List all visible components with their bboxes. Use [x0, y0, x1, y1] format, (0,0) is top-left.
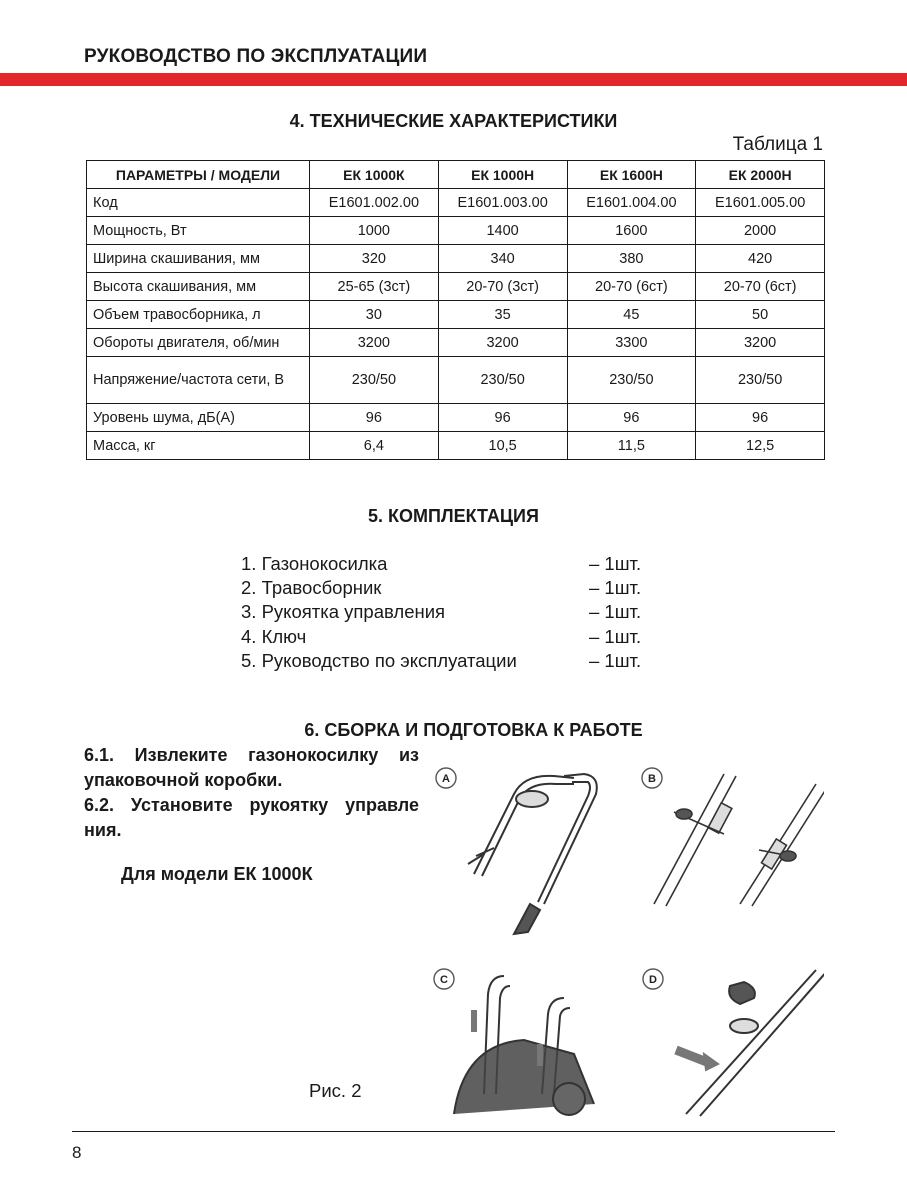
- panel-a-handle-drawing: [468, 774, 597, 934]
- spec-param-cell: Объем травосборника, л: [87, 301, 310, 329]
- spec-table-row: [87, 329, 825, 357]
- spec-value-cell: 3200: [310, 329, 439, 357]
- spec-value-cell: 320: [310, 245, 439, 273]
- assembly-steps: [84, 743, 419, 843]
- assembly-step-1: 6.1. Извлеките газонокосилку из упаковочной коробки.: [84, 745, 419, 790]
- spec-header-model: ЕК 1600Н: [567, 161, 696, 189]
- spec-value-cell: 20-70 (6ст): [696, 273, 825, 301]
- panel-c-body-drawing: [454, 976, 594, 1115]
- panel-d-badge: [643, 969, 663, 989]
- panel-a-label: A: [442, 773, 450, 785]
- panel-b-badge: [642, 768, 662, 788]
- kit-list-item: [241, 600, 661, 624]
- assembly-step-2: 6.2. Установите рукоятку управле ния.: [84, 795, 419, 840]
- spec-table: [86, 160, 825, 460]
- spec-value-cell: 11,5: [567, 432, 696, 460]
- table-caption: Таблица 1: [732, 134, 823, 155]
- spec-value-cell: 96: [438, 404, 567, 432]
- kit-item-qty: – 1шт.: [589, 577, 642, 599]
- spec-value-cell: Е1601.004.00: [567, 189, 696, 217]
- kit-item-name: 3. Рукоятка управления: [241, 601, 446, 623]
- spec-header-model: ЕК 1000К: [310, 161, 439, 189]
- spec-value-cell: 3200: [438, 329, 567, 357]
- panel-c-badge: [434, 969, 454, 989]
- kit-list-item: [241, 576, 661, 600]
- kit-item-qty: – 1шт.: [589, 649, 642, 671]
- spec-value-cell: 230/50: [438, 357, 567, 404]
- spec-value-cell: 96: [696, 404, 825, 432]
- spec-value-cell: 1600: [567, 217, 696, 245]
- spec-param-cell: Ширина скашивания, мм: [87, 245, 310, 273]
- spec-value-cell: 35: [438, 301, 567, 329]
- spec-value-cell: 96: [310, 404, 439, 432]
- section-6-title: 6. СБОРКА И ПОДГОТОВКА К РАБОТЕ: [304, 720, 643, 740]
- spec-value-cell: 230/50: [310, 357, 439, 404]
- spec-param-cell: Обороты двигателя, об/мин: [87, 329, 310, 357]
- manual-header-title: РУКОВОДСТВО ПО ЭКСПЛУАТАЦИИ: [84, 46, 428, 67]
- panel-b-bolt-drawing: [654, 774, 824, 906]
- spec-value-cell: 1400: [438, 217, 567, 245]
- spec-header-params: ПАРАМЕТРЫ / МОДЕЛИ: [87, 161, 310, 189]
- spec-value-cell: 30: [310, 301, 439, 329]
- spec-value-cell: 45: [567, 301, 696, 329]
- spec-table-row: [87, 273, 825, 301]
- spec-param-cell: Напряжение/частота сети, В: [87, 357, 310, 404]
- spec-value-cell: Е1601.002.00: [310, 189, 439, 217]
- kit-item-qty: – 1шт.: [589, 601, 642, 623]
- spec-table-row: [87, 245, 825, 273]
- spec-param-cell: Масса, кг: [87, 432, 310, 460]
- header-red-bar: [0, 73, 907, 86]
- kit-item-qty: – 1шт.: [589, 553, 642, 574]
- spec-value-cell: 420: [696, 245, 825, 273]
- panel-d-clip-drawing: [676, 970, 824, 1116]
- spec-value-cell: 3200: [696, 329, 825, 357]
- spec-value-cell: 50: [696, 301, 825, 329]
- kit-list-item: [241, 552, 661, 576]
- spec-table-row: [87, 301, 825, 329]
- spec-value-cell: 10,5: [438, 432, 567, 460]
- spec-value-cell: 20-70 (3ст): [438, 273, 567, 301]
- spec-param-cell: Мощность, Вт: [87, 217, 310, 245]
- spec-table-header-row: [87, 161, 825, 189]
- spec-table-row: [87, 357, 825, 404]
- panel-b-label: B: [648, 773, 656, 785]
- spec-table-row: [87, 404, 825, 432]
- spec-value-cell: 12,5: [696, 432, 825, 460]
- panel-d-label: D: [649, 974, 657, 986]
- spec-value-cell: 230/50: [696, 357, 825, 404]
- section-4-title: 4. ТЕХНИЧЕСКИЕ ХАРАКТЕРИСТИКИ: [289, 111, 618, 131]
- kit-item-name: 2. Травосборник: [241, 577, 382, 599]
- kit-item-name: 5. Руководство по эксплуатации: [241, 649, 517, 671]
- spec-table-row: [87, 189, 825, 217]
- spec-table-row: [87, 432, 825, 460]
- spec-value-cell: 1000: [310, 217, 439, 245]
- figure-caption: Рис. 2: [309, 1080, 362, 1101]
- section-5-title: 5. КОМПЛЕКТАЦИЯ: [368, 506, 539, 526]
- kit-list-item: [241, 649, 661, 673]
- kit-list: [241, 552, 661, 673]
- spec-header-model: ЕК 1000Н: [438, 161, 567, 189]
- spec-param-cell: Высота скашивания, мм: [87, 273, 310, 301]
- spec-header-model: ЕК 2000Н: [696, 161, 825, 189]
- spec-param-cell: Уровень шума, дБ(А): [87, 404, 310, 432]
- assembly-illustration: [424, 754, 824, 1119]
- spec-value-cell: 340: [438, 245, 567, 273]
- kit-list-item: [241, 625, 661, 649]
- spec-value-cell: 96: [567, 404, 696, 432]
- spec-param-cell: Код: [87, 189, 310, 217]
- spec-value-cell: Е1601.005.00: [696, 189, 825, 217]
- panel-a-badge: [436, 768, 456, 788]
- kit-item-name: 4. Ключ: [241, 625, 307, 647]
- spec-value-cell: 6,4: [310, 432, 439, 460]
- spec-value-cell: 2000: [696, 217, 825, 245]
- kit-item-name: 1. Газонокосилка: [241, 553, 388, 574]
- spec-value-cell: Е1601.003.00: [438, 189, 567, 217]
- spec-value-cell: 20-70 (6ст): [567, 273, 696, 301]
- spec-value-cell: 25-65 (3ст): [310, 273, 439, 301]
- page-number: 8: [72, 1143, 82, 1162]
- kit-item-qty: – 1шт.: [589, 625, 642, 647]
- model-note: Для модели ЕК 1000К: [121, 864, 313, 884]
- spec-value-cell: 3300: [567, 329, 696, 357]
- footer-rule: [72, 1131, 835, 1132]
- spec-value-cell: 230/50: [567, 357, 696, 404]
- panel-c-label: C: [440, 974, 448, 986]
- spec-table-row: [87, 217, 825, 245]
- spec-value-cell: 380: [567, 245, 696, 273]
